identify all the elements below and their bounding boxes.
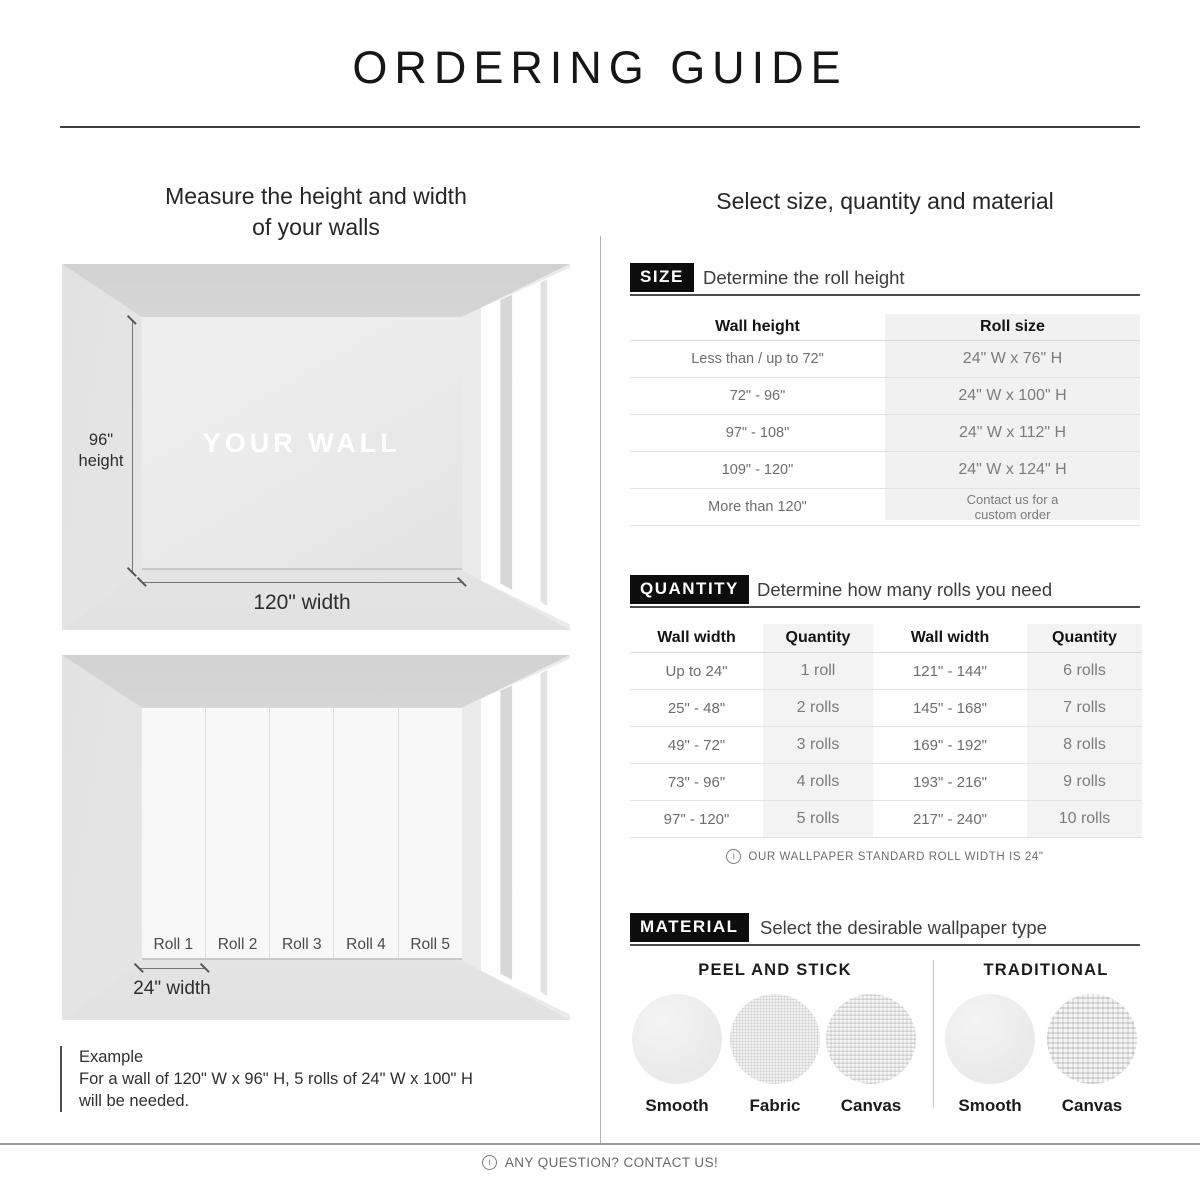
header-wall-width: Wall width [910, 629, 990, 646]
quantity-badge: QUANTITY [630, 575, 749, 604]
contact-us-text: ANY QUESTION? CONTACT US! [504, 1155, 719, 1170]
quantity-cell: 8 rolls [1027, 727, 1142, 763]
example-block [60, 1046, 599, 1112]
swatch-label: Smooth [645, 1096, 709, 1115]
header-wall-width: Wall width [657, 629, 736, 646]
info-icon: i [726, 849, 741, 864]
custom-order-text: Contact us for a custom order [966, 492, 1059, 522]
baseboard-shadow [142, 568, 462, 570]
wall-width-cell: 121" - 144" [912, 662, 988, 680]
title-divider [60, 126, 1140, 128]
height-value: 96" [88, 431, 114, 449]
table-row [630, 764, 1142, 801]
swatch-fabric-peel [725, 994, 825, 1116]
height-word: height [78, 452, 124, 470]
swatch-label: Canvas [1061, 1096, 1123, 1115]
roll-size-cell: 24" W x 112" H [958, 424, 1067, 441]
info-icon: i [482, 1155, 497, 1170]
quantity-cell: 7 rolls [1027, 690, 1142, 726]
material-divider [630, 944, 1140, 946]
wall-width-cell: 49" - 72" [667, 736, 726, 754]
swatch-canvas-traditional [1042, 994, 1142, 1116]
wall-width-cell: 145" - 168" [912, 699, 988, 717]
table-row [630, 341, 1140, 378]
fabric-texture-swatch [730, 994, 820, 1084]
quantity-table [630, 624, 1142, 838]
header-quantity: Quantity [1027, 624, 1142, 652]
column-divider [600, 236, 601, 1143]
smooth-texture-swatch [945, 994, 1035, 1084]
roll-panel [270, 708, 334, 960]
quantity-subtitle: Determine how many rolls you need [757, 579, 1053, 600]
baseboard-shadow [142, 958, 462, 960]
swatch-smooth-peel [627, 994, 727, 1116]
header-quantity: Quantity [763, 624, 873, 652]
table-row [630, 378, 1140, 415]
swatch-label: Canvas [840, 1096, 902, 1115]
width-dimension-line [142, 582, 462, 583]
example-title: Example [79, 1048, 144, 1066]
page-title: ORDERING GUIDE [352, 42, 848, 93]
left-column-heading [62, 181, 570, 243]
example-line1: For a wall of 120" W x 96" H, 5 rolls of 24" W x 100" H [79, 1070, 473, 1088]
wall-height-cell: More than 120" [708, 499, 807, 515]
wall-width-cell: Up to 24" [665, 662, 728, 680]
roll-panel [142, 708, 206, 960]
wall-width-cell: 193" - 216" [912, 773, 988, 791]
swatch-label: Smooth [958, 1096, 1022, 1115]
wall-height-cell: 72" - 96" [729, 388, 786, 404]
footer-divider [0, 1143, 1200, 1145]
table-row [630, 727, 1142, 764]
roll-panels-wall [142, 708, 462, 960]
canvas-texture-swatch [1047, 994, 1137, 1084]
wall-height-cell: Less than / up to 72" [691, 351, 824, 367]
roll-panel [206, 708, 270, 960]
roll-label: Roll 2 [217, 936, 258, 954]
your-wall-label: YOUR WALL [202, 428, 401, 458]
table-row [630, 415, 1140, 452]
left-heading-line2: of your walls [252, 214, 380, 240]
roll-label: Roll 4 [346, 936, 386, 954]
quantity-cell: 3 rolls [763, 727, 873, 763]
table-row [630, 653, 1142, 690]
table-row [630, 489, 1140, 526]
quantity-table-header [630, 624, 1142, 653]
roll-label: Roll 5 [410, 936, 450, 954]
wall-width-cell: 97" - 120" [663, 810, 730, 828]
wall-width-cell: 217" - 240" [912, 810, 988, 828]
swatch-smooth-traditional [940, 994, 1040, 1116]
material-badge: MATERIAL [630, 913, 749, 942]
quantity-cell: 9 rolls [1027, 764, 1142, 800]
material-group-divider [933, 960, 934, 1108]
room-illustration-measure [62, 264, 570, 630]
table-row [630, 452, 1140, 489]
canvas-texture-swatch [826, 994, 916, 1084]
roll-size-cell [885, 492, 1140, 522]
note-text: OUR WALLPAPER STANDARD ROLL WIDTH IS 24" [748, 850, 1044, 863]
wall-width-cell: 25" - 48" [667, 699, 726, 717]
quantity-cell: 5 rolls [763, 801, 873, 837]
roll-label: Roll 1 [153, 936, 194, 954]
roll-width-label: 24" width [133, 978, 211, 999]
size-divider [630, 294, 1140, 296]
quantity-cell: 2 rolls [763, 690, 873, 726]
your-wall-surface [142, 317, 462, 570]
size-col-roll-size: Roll size [980, 318, 1045, 335]
footer [0, 1155, 1200, 1170]
wall-height-cell: 97" - 108" [725, 425, 790, 441]
roll-size-cell: 24" W x 124" H [958, 461, 1067, 478]
wall-height-label [64, 430, 138, 472]
material-subtitle: Select the desirable wallpaper type [760, 917, 1047, 938]
size-table [630, 314, 1140, 526]
quantity-cell: 10 rolls [1027, 801, 1142, 837]
table-row [630, 690, 1142, 727]
wall-width-cell: 73" - 96" [667, 773, 726, 791]
size-badge: SIZE [630, 263, 694, 292]
traditional-title: TRADITIONAL [983, 961, 1109, 979]
size-table-header [630, 314, 1140, 341]
wall-width-cell: 169" - 192" [912, 736, 988, 754]
roll-size-cell: 24" W x 76" H [962, 350, 1063, 367]
swatch-canvas-peel [821, 994, 921, 1116]
size-subtitle: Determine the roll height [703, 267, 905, 288]
swatch-label: Fabric [749, 1096, 801, 1115]
peel-and-stick-title: PEEL AND STICK [698, 961, 852, 979]
left-heading-line1: Measure the height and width [165, 183, 467, 209]
size-col-wall-height: Wall height [715, 318, 800, 335]
wall-height-cell: 109" - 120" [721, 462, 794, 478]
example-line2: will be needed. [79, 1092, 190, 1110]
quantity-cell: 1 roll [763, 653, 873, 689]
roll-label: Roll 3 [281, 936, 322, 954]
smooth-texture-swatch [632, 994, 722, 1084]
roll-panel [399, 708, 462, 960]
roll-width-note [630, 849, 1140, 864]
quantity-cell: 6 rolls [1027, 653, 1142, 689]
room-illustration-rolls [62, 655, 570, 1020]
quantity-divider [630, 606, 1140, 608]
right-column-heading: Select size, quantity and material [716, 188, 1054, 214]
roll-panel [334, 708, 398, 960]
table-row [630, 801, 1142, 838]
quantity-cell: 4 rolls [763, 764, 873, 800]
roll-panels [142, 708, 462, 960]
roll-width-dimension-line [139, 968, 205, 969]
roll-size-cell: 24" W x 100" H [958, 387, 1067, 404]
wall-width-label: 120" width [253, 591, 351, 614]
